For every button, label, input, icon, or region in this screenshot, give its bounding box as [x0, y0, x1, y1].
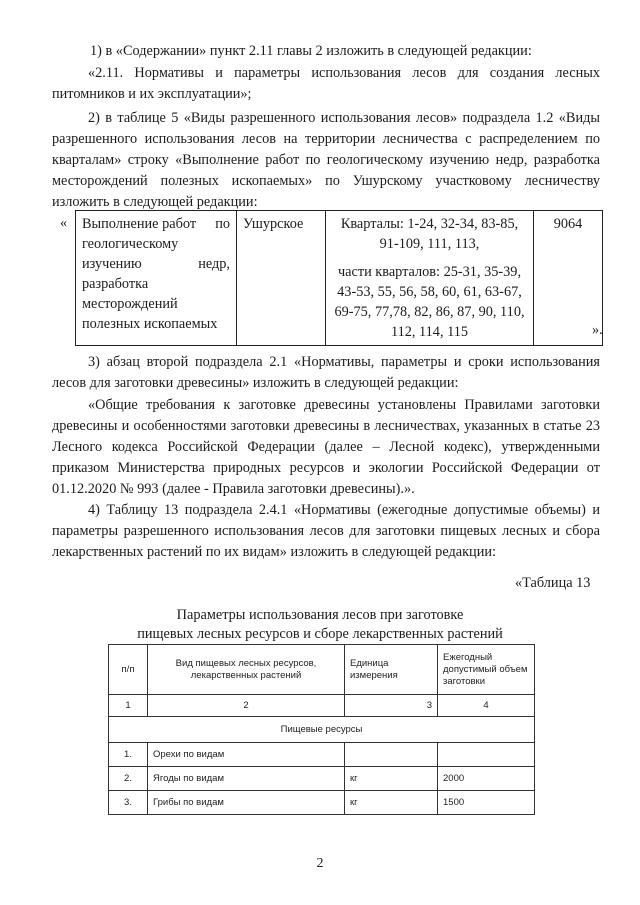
- row-resource: Ягоды по видам: [148, 767, 345, 791]
- table-row: [109, 743, 535, 767]
- row-volume: 1500: [438, 791, 535, 815]
- page-number: 2: [316, 856, 324, 871]
- table-1-text: Выполнение работ: [82, 216, 197, 232]
- table-1-col-forestry: Ушурское: [237, 211, 326, 346]
- header-unit: Единица измерения: [345, 645, 438, 695]
- header-annual-volume: Ежегодный допустимый объем заготовки: [438, 645, 535, 695]
- row-unit: кг: [345, 767, 438, 791]
- item-2: 2) в таблице 5 «Виды разрешенного использования лесов» подраздела 1.2 «Виды разрешенного использования лесов на территории лесничества с распределением по кварталам» строку «Выполнение работ по геологическому изучению недр, разработка месторождений полезных ископаемых» по Ушурскому участковому лесничеству изложить в следующей редакции:: [52, 110, 600, 210]
- table-1-text: 91-109, 111, 113,: [379, 236, 480, 252]
- table-2-title-line-2: пищевых лесных ресурсов и сборе лекарственных растений: [137, 626, 503, 642]
- table-1-text: полезных ископаемых: [82, 316, 218, 332]
- row-resource: Грибы по видам: [148, 791, 345, 815]
- row-resource: Орехи по видам: [148, 743, 345, 767]
- row-unit: [345, 743, 438, 767]
- row-volume: [438, 743, 535, 767]
- row-unit: кг: [345, 791, 438, 815]
- col-number: 3: [345, 695, 438, 717]
- header-resource-type: Вид пищевых лесных ресурсов, лекарственных растений: [148, 645, 345, 695]
- table-1-text: разработка: [82, 276, 149, 292]
- table-1-text: части кварталов: 25-31, 35-39,: [337, 264, 522, 280]
- row-volume: 2000: [438, 767, 535, 791]
- col-number: 4: [438, 695, 535, 717]
- table-row: [109, 767, 535, 791]
- section-food-resources: Пищевые ресурсы: [109, 717, 535, 743]
- table-row: [109, 791, 535, 815]
- col-number: 2: [148, 695, 345, 717]
- table-1-col-area: 9064: [534, 211, 603, 346]
- table-13: [108, 644, 535, 815]
- table-13-label: «Таблица 13: [515, 575, 591, 591]
- item-4: 4) Таблицу 13 подраздела 2.4.1 «Нормативы (ежегодные допустимые объемы) и параметры разрешенного использования лесов для заготовки пищевых лесных и сбора лекарственных растений по их видам» изложить в следующей редакции:: [52, 502, 600, 560]
- table-row: [76, 211, 603, 346]
- item-1-quote: «2.11. Нормативы и параметры использования лесов для создания лесных питомников и их эксплуатации»;: [52, 65, 600, 102]
- table-1-close-quote: ».: [592, 322, 603, 338]
- row-num: 2.: [109, 767, 148, 791]
- table-1-text: геологическому: [82, 236, 179, 252]
- table-1-text: 69-75, 77,78, 82, 86, 87, 90, 110,: [334, 304, 525, 320]
- table-1-text: 112, 114, 115: [390, 324, 469, 340]
- item-3-quote: «Общие требования к заготовке древесины установлены Правилами заготовки древесины и особенностями заготовки древесины в лесничествах, указанных в статье 23 Лесного кодекса Российской Федерации (далее – Лесной кодекс), утвержденными приказом Министерства природных ресурсов и экологии Российской Федерации от 01.12.2020 № 993 (далее - Правила заготовки древесины).».: [52, 397, 600, 497]
- table-2-title-line-1: Параметры использования лесов при заготовке: [176, 607, 464, 623]
- table-1-col-quarters: [326, 211, 534, 346]
- table-1-col-activity: [76, 211, 237, 346]
- col-number: 1: [109, 695, 148, 717]
- table-1-text: по: [215, 216, 230, 232]
- table-1-text: изучению: [82, 256, 142, 272]
- table-1-open-quote: «: [60, 215, 68, 231]
- row-num: 3.: [109, 791, 148, 815]
- table-1-text: месторождений: [82, 296, 178, 312]
- header-num: п/п: [109, 645, 148, 695]
- table-header-row: [109, 645, 535, 695]
- table-section-row: [109, 717, 535, 743]
- row-num: 1.: [109, 743, 148, 767]
- table-1-text: Кварталы: 1-24, 32-34, 83-85,: [340, 216, 519, 232]
- table-1-text: недр,: [198, 256, 230, 272]
- item-3: 3) абзац второй подраздела 2.1 «Нормативы, параметры и сроки использования лесов для заготовки древесины» изложить в следующей редакции:: [52, 354, 600, 391]
- item-1: 1) в «Содержании» пункт 2.11 главы 2 изложить в следующей редакции:: [90, 43, 532, 59]
- table-5-row: [75, 210, 603, 346]
- table-1-text: 43-53, 55, 56, 58, 60, 61, 63-67,: [337, 284, 522, 300]
- table-number-row: [109, 695, 535, 717]
